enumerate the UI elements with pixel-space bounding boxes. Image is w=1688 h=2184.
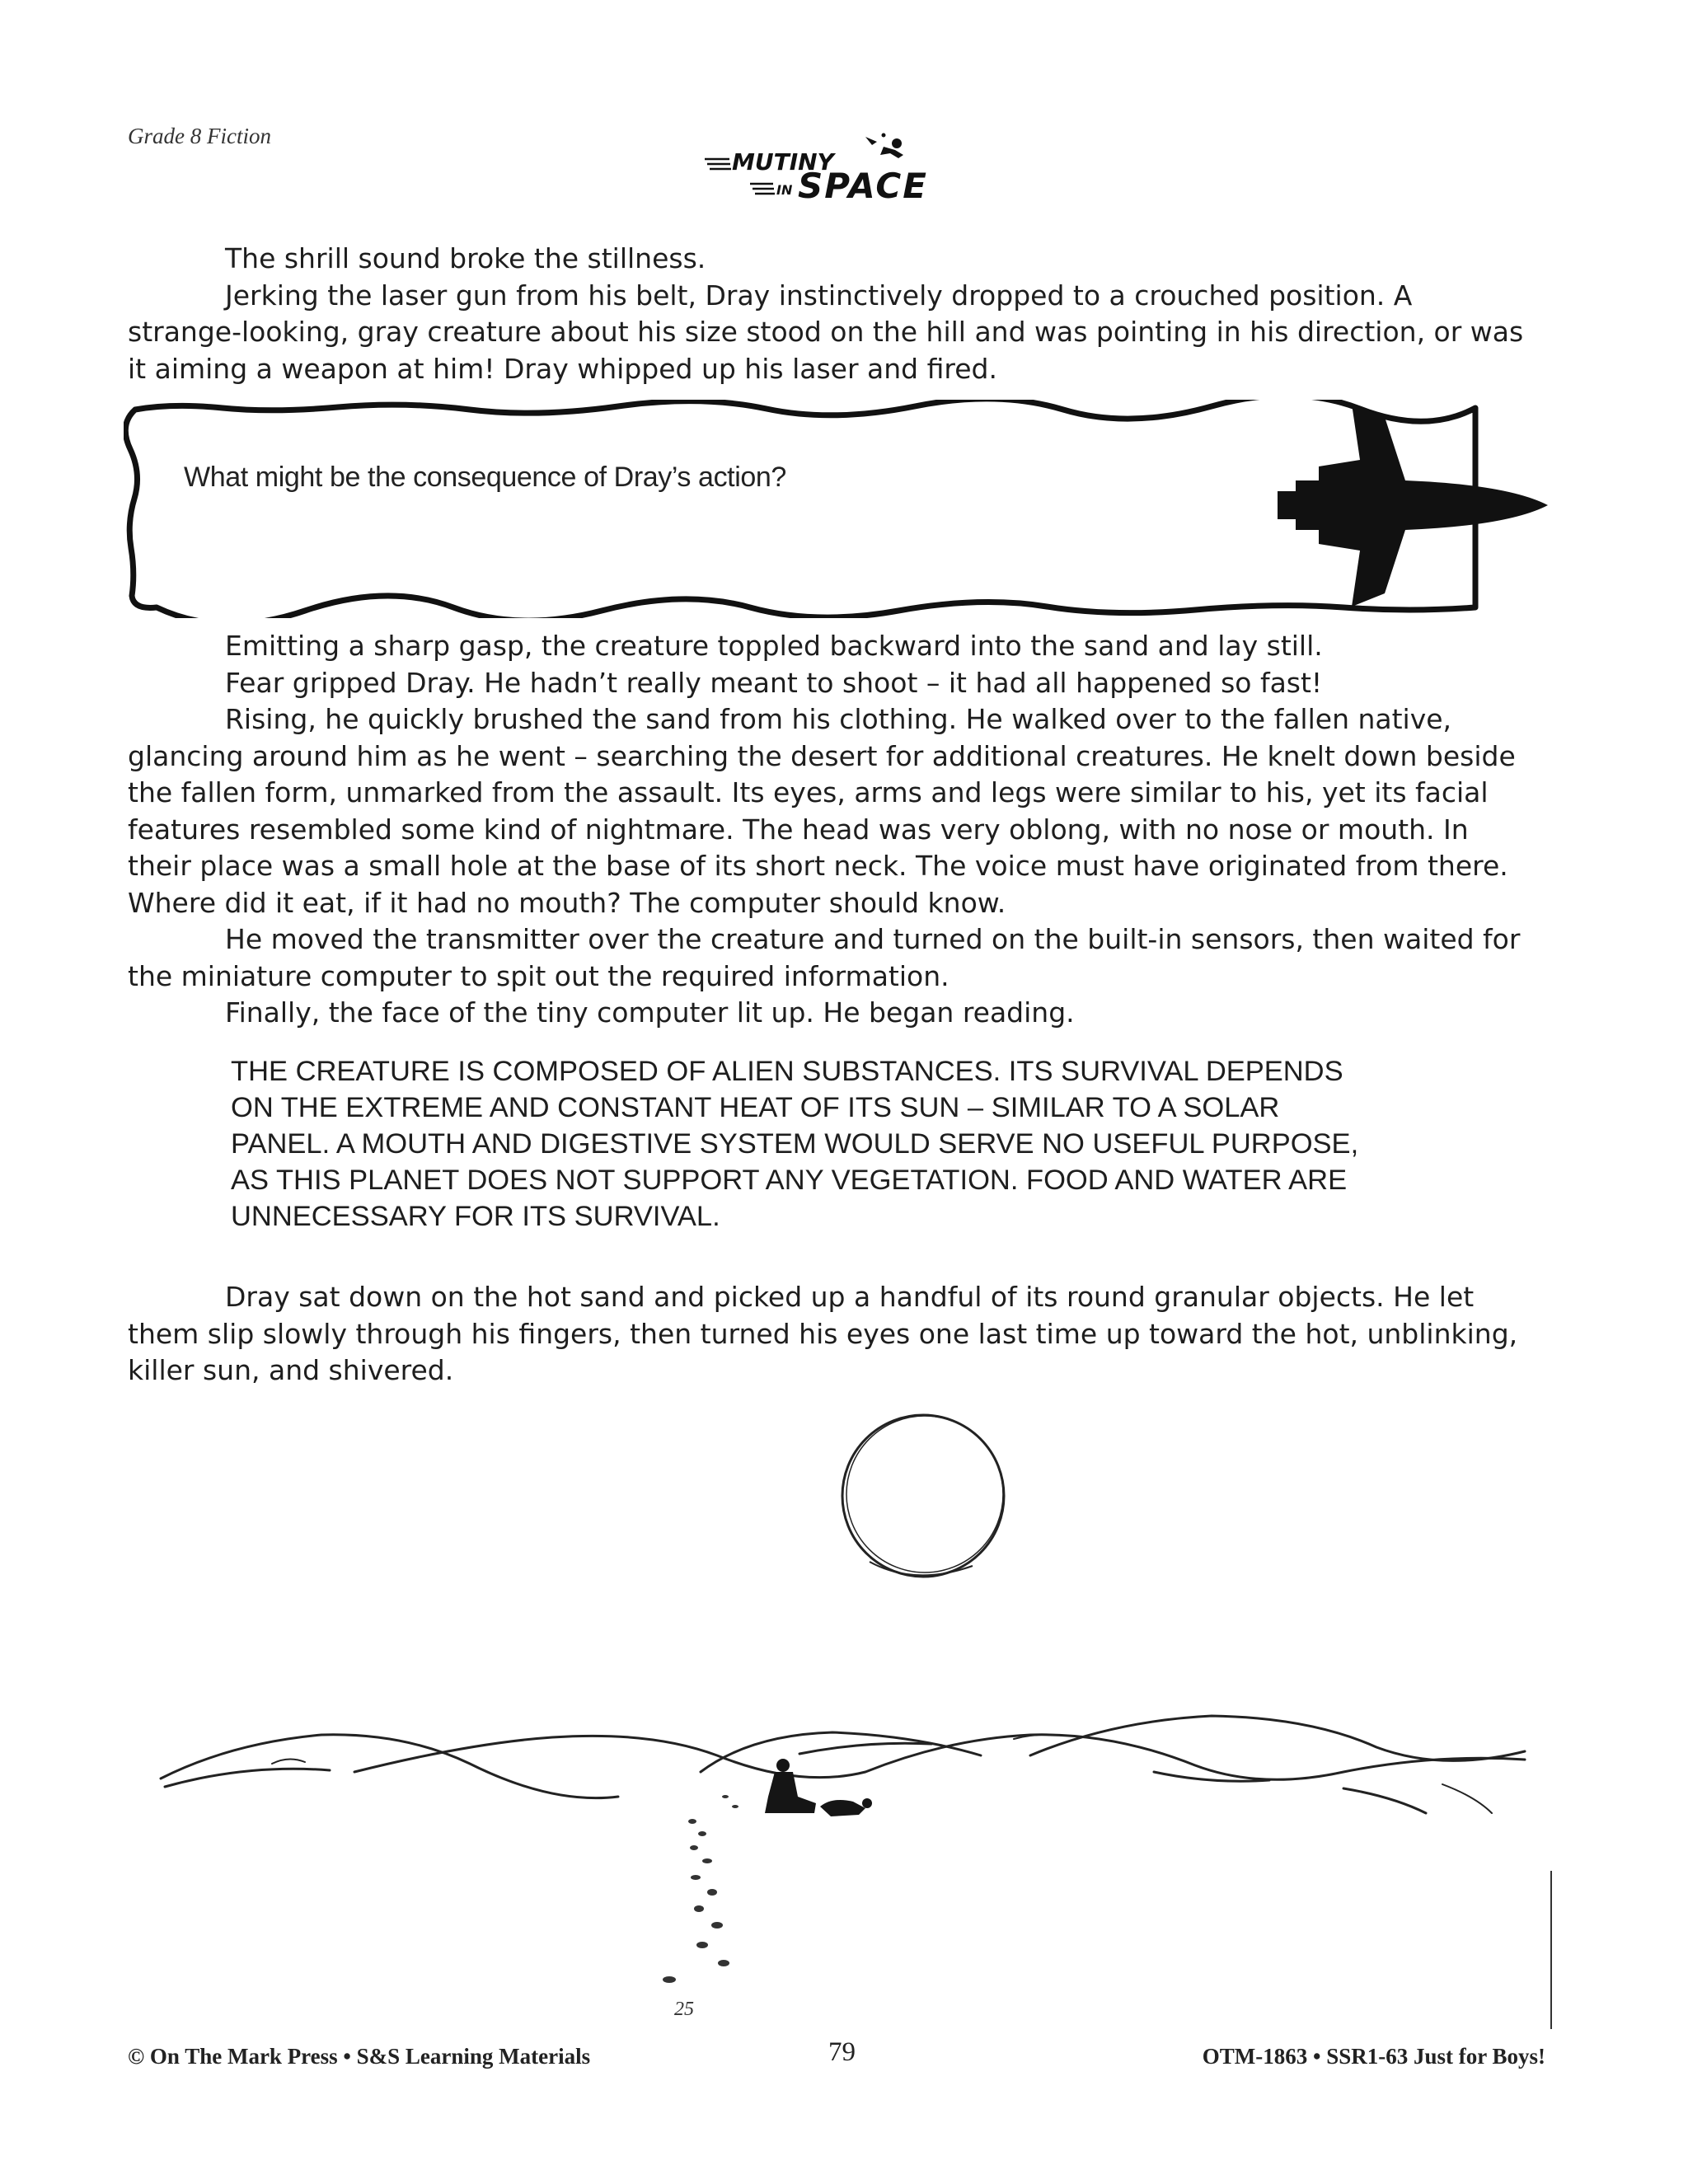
story-paragraph: Finally, the face of the tiny computer lit up. He began reading. (225, 996, 1075, 1029)
readout-line: ON THE EXTREME AND CONSTANT HEAT OF ITS SUN – SIMILAR TO A SOLAR (231, 1092, 1280, 1123)
logo-text-in: IN (776, 182, 793, 198)
computer-readout (231, 1053, 1517, 1235)
logo-text-mutiny: MUTINY (732, 148, 834, 176)
footprints-drawing (663, 1795, 738, 1983)
sun-drawing (842, 1415, 1004, 1577)
footer-copyright: © On The Mark Press • S&S Learning Materials (128, 2044, 591, 2069)
story-paragraph: Fear gripped Dray. He hadn’t really meant to shoot – it had all happened so fast! (225, 666, 1323, 699)
page-number: 79 (828, 2037, 856, 2067)
story-paragraph: Jerking the laser gun from his belt, Dray instinctively dropped to a crouched position. A strange-looking, gray creature about his size stood on the hill and was pointing in his direction, or was it aiming a weapon at him! Dray whipped up his laser and fired. (128, 279, 1524, 385)
space-shuttle-icon (1261, 394, 1550, 616)
grade-label: Grade 8 Fiction (128, 124, 271, 148)
story-ending (128, 1279, 1529, 1390)
question-prompt: What might be the consequence of Dray’s action? (184, 462, 786, 493)
story-middle (128, 628, 1529, 1032)
dunes-drawing (161, 1716, 1525, 1813)
story-paragraph: Rising, he quickly brushed the sand from his clothing. He walked over to the fallen native, glancing around him as he went – searching the desert for additional creatures. He knelt down beside the fallen form, unmarked from the assault. Its eyes, arms and legs were similar to his, yet its facial features resembled some kind of nightmare. The head was very oblong, with no nose or mouth. In their place was a small hole at the base of its short neck. The voice must have originated from there. Where did it eat, if it had no mouth? The computer should know. (128, 703, 1516, 919)
mutiny-in-space-logo (701, 130, 1030, 204)
readout-line: PANEL. A MOUTH AND DIGESTIVE SYSTEM WOULD SERVE NO USEFUL PURPOSE, (231, 1128, 1359, 1160)
readout-line: UNNECESSARY FOR ITS SURVIVAL. (231, 1201, 720, 1232)
figures-drawing (765, 1759, 872, 1816)
readout-line: AS THIS PLANET DOES NOT SUPPORT ANY VEGETATION. FOOD AND WATER ARE (231, 1165, 1348, 1196)
desert-sun-illustration (124, 1409, 1558, 2036)
story-paragraph: He moved the transmitter over the creature and turned on the built-in sensors, then waited for the miniature computer to spit out the required information. (128, 923, 1521, 992)
story-paragraph: Dray sat down on the hot sand and picked up a handful of its round granular objects. He let them slip slowly through his fingers, then turned his eyes one last time up toward the hot, unblinking, killer sun, and shivered. (128, 1281, 1518, 1386)
story-opening (128, 241, 1529, 387)
readout-line: THE CREATURE IS COMPOSED OF ALIEN SUBSTANCES. ITS SURVIVAL DEPENDS (231, 1056, 1343, 1087)
footer-product-code: OTM-1863 • SSR1-63 Just for Boys! (1202, 2044, 1545, 2069)
logo-text-space: SPACE (798, 166, 928, 204)
story-paragraph: Emitting a sharp gasp, the creature toppled backward into the sand and lay still. (225, 630, 1323, 662)
story-paragraph: The shrill sound broke the stillness. (225, 242, 706, 274)
artist-signature: 25 (674, 1999, 694, 2020)
